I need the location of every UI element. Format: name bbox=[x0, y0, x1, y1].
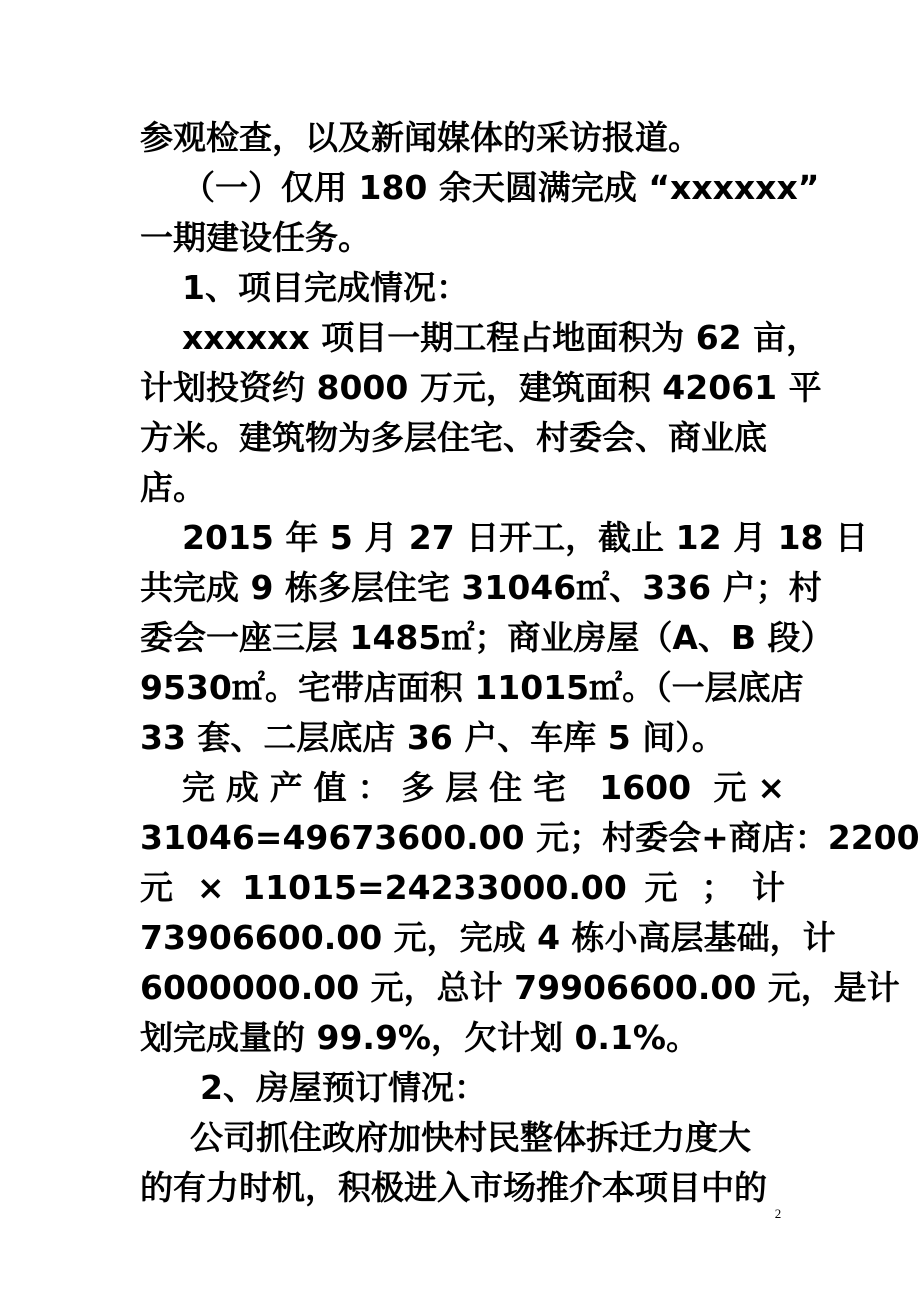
paragraph-line: 共完成 9 栋多层住宅 31046㎡、336 户；村 bbox=[140, 568, 822, 607]
paragraph-line: 完成产值：多层住宅 1600 元× bbox=[182, 768, 785, 807]
paragraph-line: 计划投资约 8000 万元，建筑面积 42061 平 bbox=[140, 368, 822, 407]
paragraph-line: 划完成量的 99.9%，欠计划 0.1%。 bbox=[140, 1018, 699, 1057]
paragraph-line: 方米。建筑物为多层住宅、村委会、商业底 bbox=[140, 418, 767, 457]
paragraph-line: 店。 bbox=[140, 468, 206, 507]
paragraph-line: 参观检查，以及新闻媒体的采访报道。 bbox=[140, 118, 701, 157]
paragraph-line: 公司抓住政府加快村民整体拆迁力度大 bbox=[190, 1118, 751, 1157]
paragraph-line: 的有力时机，积极进入市场推介本项目中的 bbox=[140, 1168, 767, 1207]
paragraph-line: 委会一座三层 1485㎡；商业房屋（A、B 段） bbox=[140, 618, 834, 657]
paragraph-line: 73906600.00 元，完成 4 栋小高层基础，计 bbox=[140, 918, 836, 957]
subsection-heading: 1、项目完成情况： bbox=[182, 268, 469, 307]
paragraph-line: xxxxxx 项目一期工程占地面积为 62 亩， bbox=[182, 318, 820, 357]
paragraph-line: 6000000.00 元，总计 79906600.00 元，是计 bbox=[140, 968, 900, 1007]
page-number: 2 bbox=[774, 1206, 782, 1221]
subsection-heading: 2、房屋预订情况： bbox=[200, 1068, 487, 1107]
paragraph-line: 2015 年 5 月 27 日开工，截止 12 月 18 日 bbox=[182, 518, 868, 557]
section-heading-continued: 一期建设任务。 bbox=[140, 218, 371, 257]
section-heading: （一）仅用 180 余天圆满完成 “xxxxxx” bbox=[182, 168, 820, 207]
paragraph-line: 9530㎡。宅带店面积 11015㎡。（一层底店 bbox=[140, 668, 804, 707]
paragraph-line: 31046=49673600.00 元；村委会+商店：2200 bbox=[140, 818, 920, 857]
paragraph-line: 33 套、二层底店 36 户、车库 5 间）。 bbox=[140, 718, 725, 757]
paragraph-line: 元 × 11015=24233000.00 元 ； 计 bbox=[140, 868, 785, 907]
